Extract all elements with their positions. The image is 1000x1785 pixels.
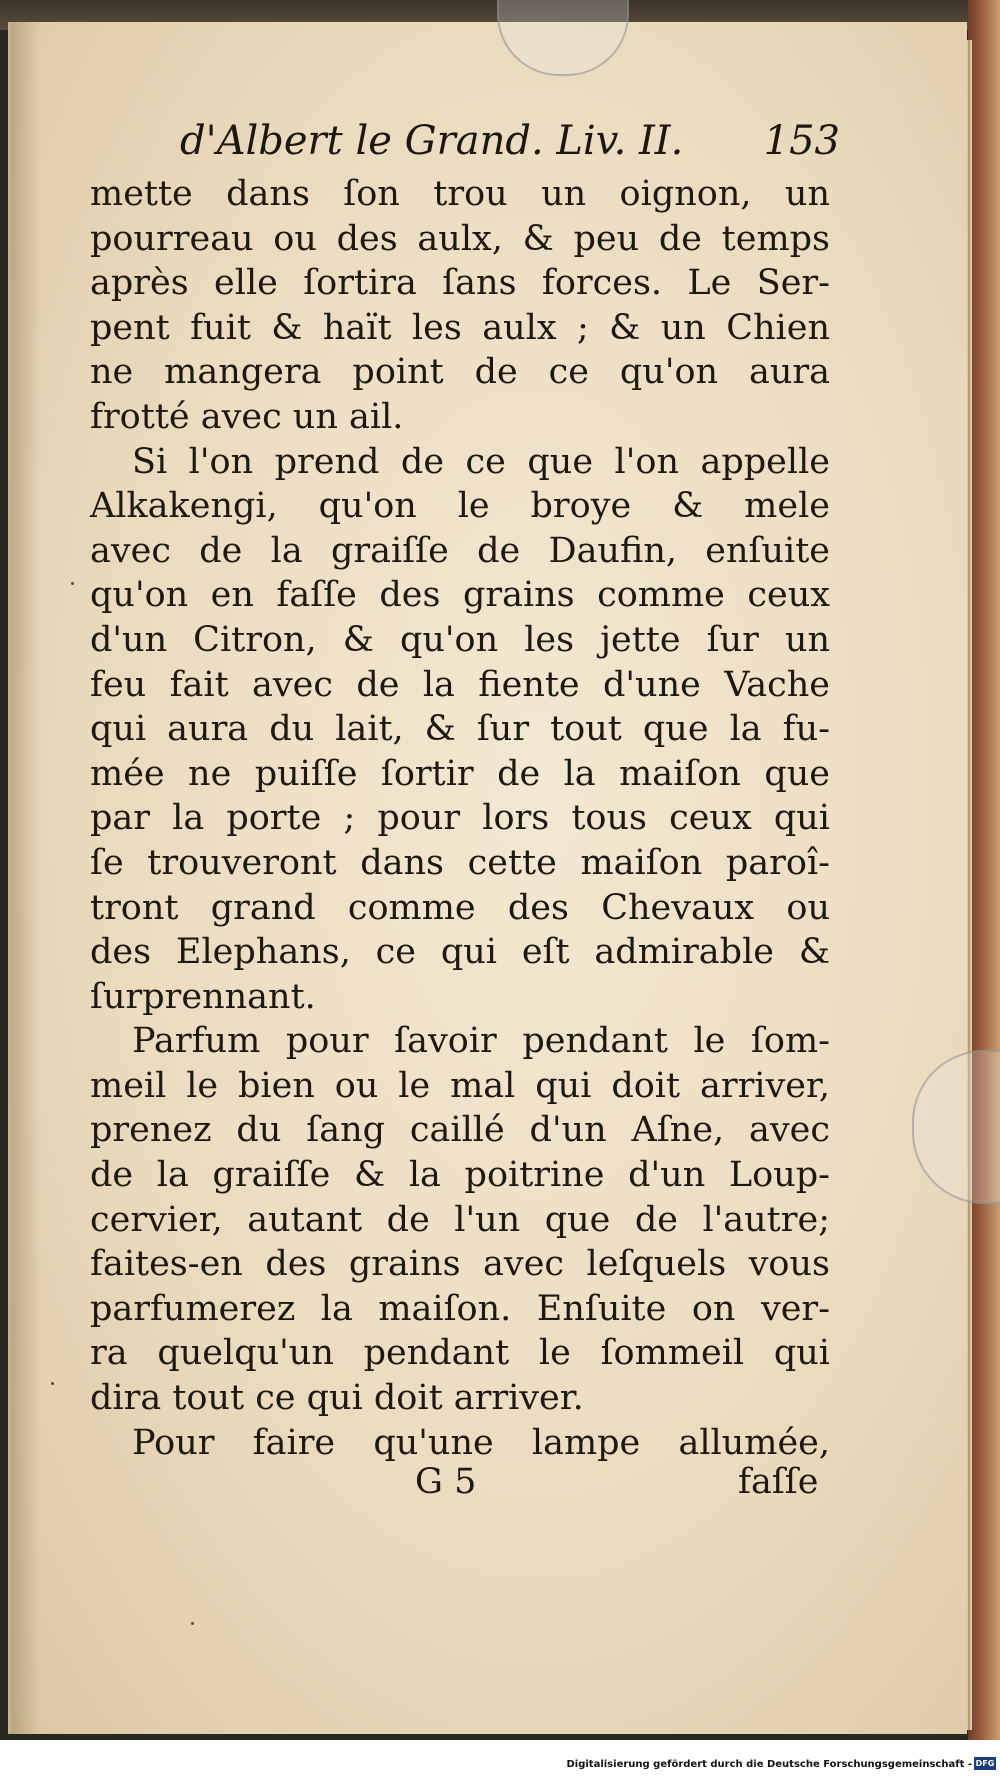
- text-line: pourreau ou des aulx, & peu de temps: [90, 218, 830, 259]
- paper-speck: [51, 1382, 54, 1385]
- text-line: des Elephans, ce qui eſt admirable &: [90, 932, 830, 973]
- catchword: faſſe: [738, 1462, 819, 1502]
- text-line: frotté avec un ail.: [90, 396, 404, 437]
- text-line: Alkakengi, qu'on le broye & mele: [90, 486, 830, 527]
- text-line: parfumerez la maiſon. Enſuite on ver-: [90, 1288, 830, 1329]
- text-line: meil le bien ou le mal qui doit arriver,: [90, 1065, 830, 1106]
- text-line: ne mangera point de ce qu'on aura: [90, 352, 830, 393]
- text-line: ſe trouveront dans cette maiſon paroî-: [90, 842, 830, 883]
- running-header: [180, 118, 840, 170]
- text-line: qui aura du lait, & ſur tout que la fu-: [90, 709, 830, 750]
- text-line: mette dans ſon trou un oignon, un: [90, 174, 830, 214]
- text-line: après elle ſortira ſans forces. Le Ser-: [90, 263, 830, 304]
- body-text: [90, 172, 830, 1465]
- text-line: d'un Citron, & qu'on les jette ſur un: [90, 619, 830, 660]
- text-line: cervier, autant de l'un que de l'autre;: [90, 1199, 830, 1240]
- text-line: ſurprennant.: [90, 976, 316, 1017]
- dfg-logo: DFG: [975, 1759, 995, 1768]
- signature-mark: G 5: [415, 1462, 477, 1502]
- page-number: 153: [763, 118, 840, 164]
- text-line: avec de la graiſſe de Daufin, enſuite: [90, 530, 830, 571]
- text-line: de la graiſſe & la poitrine d'un Loup-: [90, 1155, 830, 1196]
- text-line: dira tout ce qui doit arriver.: [90, 1378, 584, 1419]
- text-line: pent fuit & haït les aulx ; & un Chien: [90, 307, 830, 348]
- paragraph-start: Parfum pour ſavoir pendant le ſom-: [132, 1021, 830, 1062]
- text-line: qu'on en faſſe des grains comme ceux: [90, 575, 830, 616]
- paper-speck: [71, 582, 74, 585]
- text-line: par la porte ; pour lors tous ceux qui: [90, 798, 830, 839]
- paragraph-start: Pour faire qu'une lampe allumée,: [132, 1422, 830, 1463]
- running-title: d'Albert le Grand. Liv. II.: [180, 118, 684, 164]
- digitization-footer: [0, 1740, 1000, 1785]
- paragraph-start: Si l'on prend de ce que l'on appelle: [132, 441, 830, 482]
- paper-speck: [191, 1622, 194, 1625]
- gutter-shadow: [11, 22, 41, 1734]
- book-cover-edge: [968, 0, 1000, 1740]
- text-line: mée ne puiſſe ſortir de la maiſon que: [90, 753, 830, 794]
- text-line: prenez du ſang caillé d'un Aſne, avec: [90, 1110, 830, 1151]
- text-line: feu fait avec de la fiente d'une Vache: [90, 664, 830, 705]
- text-line: tront grand comme des Chevaux ou: [90, 887, 830, 928]
- funding-credit: Digitalisierung gefördert durch die Deutsche Forschungsgemeinschaft -: [566, 1759, 972, 1770]
- text-line: ra quelqu'un pendant le ſommeil qui: [90, 1333, 830, 1374]
- text-line: faites-en des grains avec leſquels vous: [90, 1244, 830, 1285]
